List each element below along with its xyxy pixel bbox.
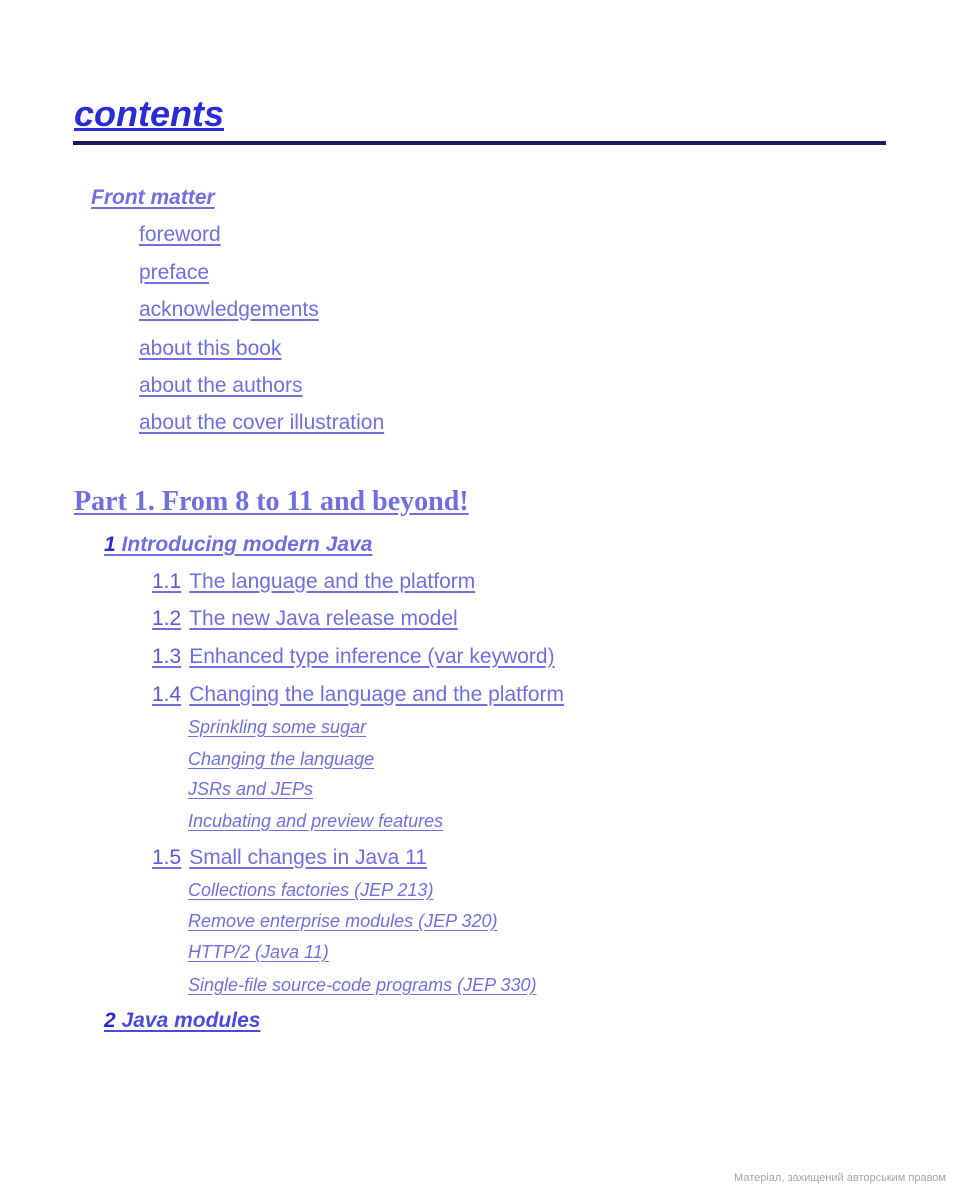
toc-section-1-1[interactable] [152,569,475,594]
toc-part-1[interactable]: Part 1. From 8 to 11 and beyond! [74,486,469,517]
toc-collections-factories[interactable]: Collections factories (JEP 213) [188,880,434,900]
section-title: Enhanced type inference (var keyword) [189,645,555,668]
section-number: 1.3 [152,645,182,668]
page-title[interactable]: contents [74,93,225,134]
chapter-number: 2 [104,1009,116,1032]
section-title: Changing the language and the platform [189,683,564,706]
toc-chapter-1[interactable] [104,532,372,557]
toc-foreword[interactable]: foreword [139,223,221,246]
toc-incubating-preview-features[interactable]: Incubating and preview features [188,811,444,831]
toc-jsrs-and-jeps[interactable]: JSRs and JEPs [188,779,314,799]
toc-section-1-4[interactable] [152,682,564,707]
toc-acknowledgements[interactable]: acknowledgements [139,298,319,321]
section-title: The new Java release model [189,607,458,630]
section-number: 1.5 [152,846,182,869]
toc-remove-enterprise-modules[interactable]: Remove enterprise modules (JEP 320) [188,911,498,931]
toc-about-this-book[interactable]: about this book [139,337,282,360]
toc-preface[interactable]: preface [139,261,210,284]
toc-section-1-5[interactable] [152,845,427,870]
section-title: Small changes in Java 11 [189,846,427,869]
chapter-title: Java modules [121,1009,261,1032]
toc-section-1-2[interactable] [152,606,458,631]
toc-sprinkling-some-sugar[interactable]: Sprinkling some sugar [188,717,367,737]
section-title: The language and the platform [189,570,476,593]
title-rule [73,141,886,145]
front-matter-heading[interactable]: Front matter [91,186,215,209]
section-number: 1.4 [152,683,182,706]
toc-chapter-2[interactable] [104,1008,260,1033]
copyright-watermark: Матеріал, захищений авторським правом [734,1172,946,1184]
chapter-number: 1 [104,533,116,556]
toc-about-the-authors[interactable]: about the authors [139,374,303,397]
toc-section-1-3[interactable] [152,644,555,669]
toc-single-file-programs[interactable]: Single-file source-code programs (JEP 330) [188,975,537,995]
section-number: 1.1 [152,570,182,593]
chapter-title: Introducing modern Java [121,533,373,556]
toc-changing-the-language[interactable]: Changing the language [188,749,375,769]
toc-about-cover-illustration[interactable]: about the cover illustration [139,411,385,434]
section-number: 1.2 [152,607,182,630]
toc-http2[interactable]: HTTP/2 (Java 11) [188,942,329,962]
